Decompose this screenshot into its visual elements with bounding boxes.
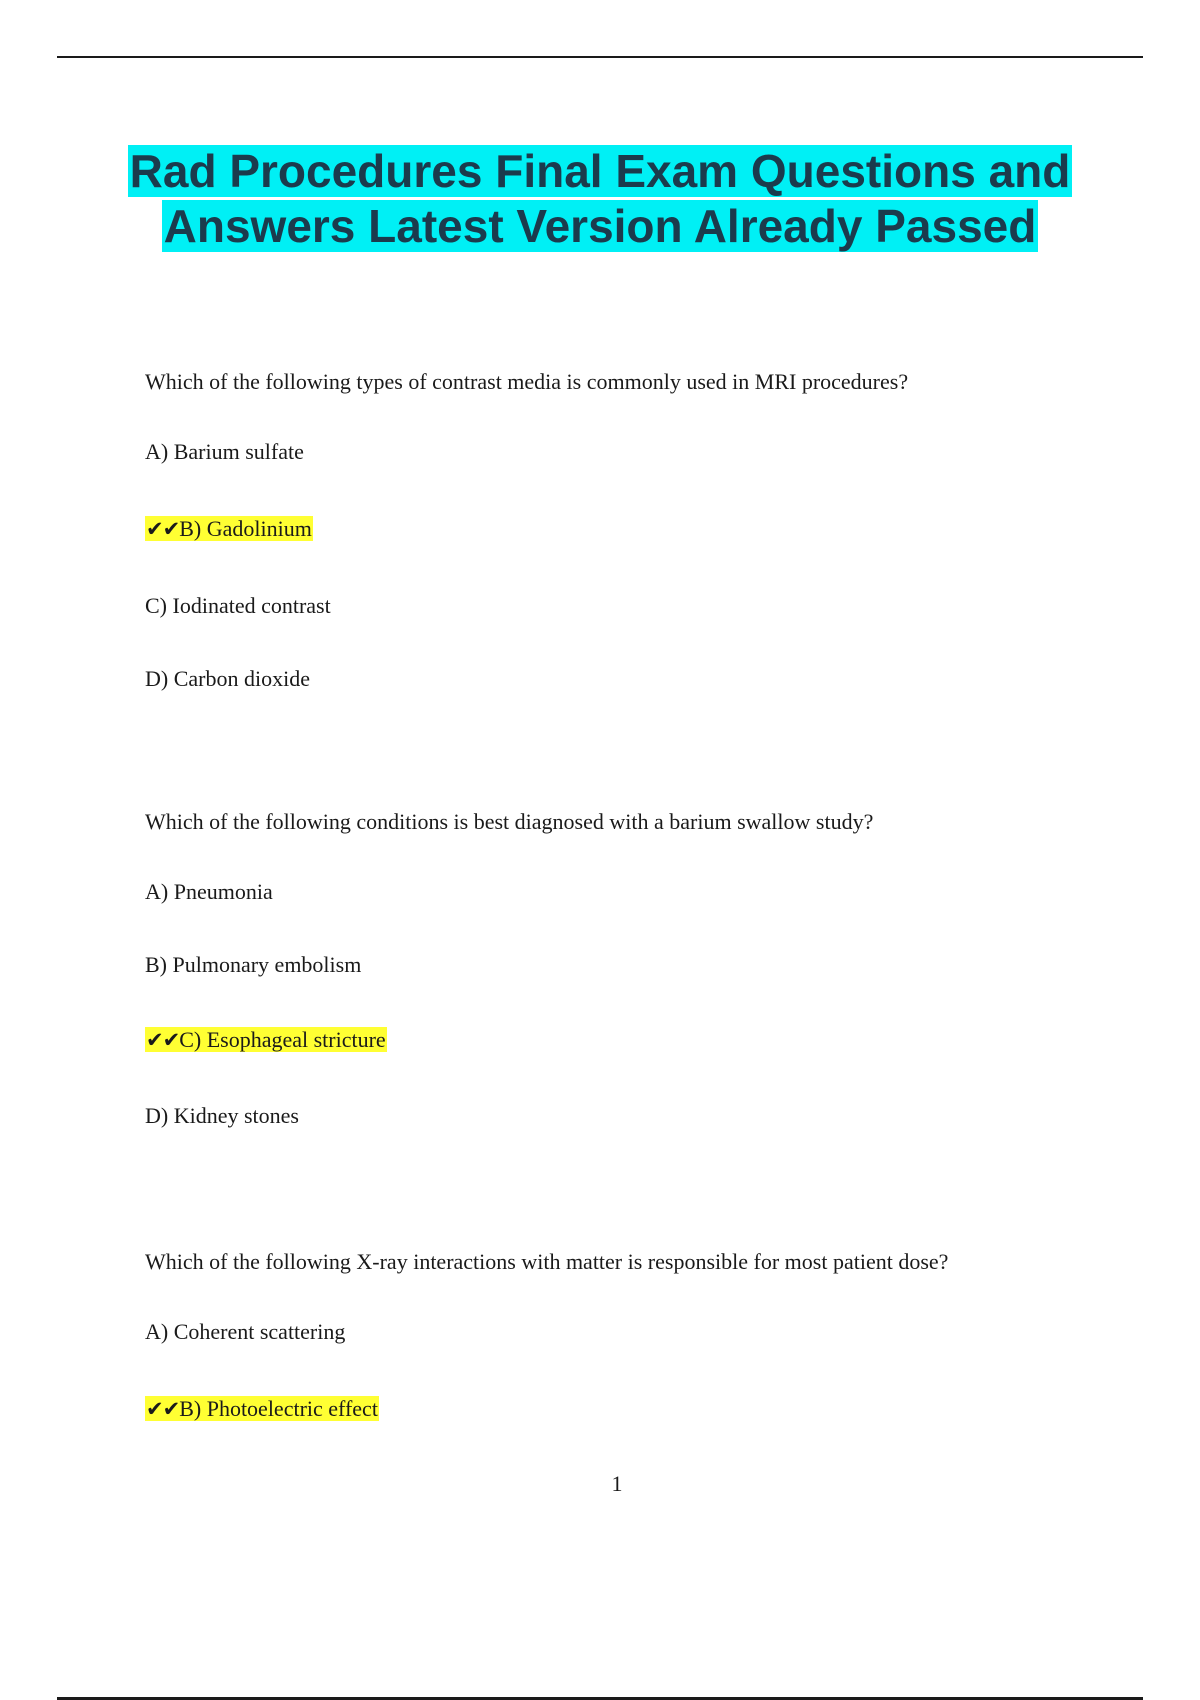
question-3-option-b-correct	[145, 1394, 379, 1424]
question-1-option-c: C) Iodinated contrast	[145, 593, 331, 618]
question-1-text: Which of the following types of contrast media is commonly used in MRI procedures?	[145, 369, 909, 394]
check-icon: ✔✔	[146, 1397, 180, 1421]
correct-answer-label: B) Gadolinium	[179, 516, 312, 541]
correct-answer-label: B) Photoelectric effect	[179, 1396, 378, 1421]
question-3-text: Which of the following X-ray interactions with matter is responsible for most patient dose?	[145, 1249, 949, 1274]
question-2-text: Which of the following conditions is best diagnosed with a barium swallow study?	[145, 809, 874, 834]
question-2-option-a: A) Pneumonia	[145, 879, 273, 904]
correct-answer-highlight	[145, 1396, 379, 1421]
check-icon: ✔✔	[146, 517, 180, 541]
correct-answer-highlight	[145, 516, 313, 541]
question-2-option-c-correct	[145, 1025, 387, 1055]
question-2-option-b: B) Pulmonary embolism	[145, 952, 362, 977]
document-title-text: Rad Procedures Final Exam Questions and Answers Latest Version Already Passed	[129, 145, 1071, 252]
page-number: 1	[611, 1471, 623, 1496]
document-title	[100, 144, 1100, 254]
question-1-option-a: A) Barium sulfate	[145, 439, 304, 464]
top-rule	[57, 56, 1143, 58]
question-1-option-d: D) Carbon dioxide	[145, 666, 310, 691]
correct-answer-label: C) Esophageal stricture	[179, 1027, 386, 1052]
question-2-option-d: D) Kidney stones	[145, 1103, 299, 1128]
question-3-option-a: A) Coherent scattering	[145, 1319, 346, 1344]
question-1-option-b-correct	[145, 514, 313, 544]
check-icon: ✔✔	[146, 1028, 180, 1052]
correct-answer-highlight	[145, 1027, 387, 1052]
